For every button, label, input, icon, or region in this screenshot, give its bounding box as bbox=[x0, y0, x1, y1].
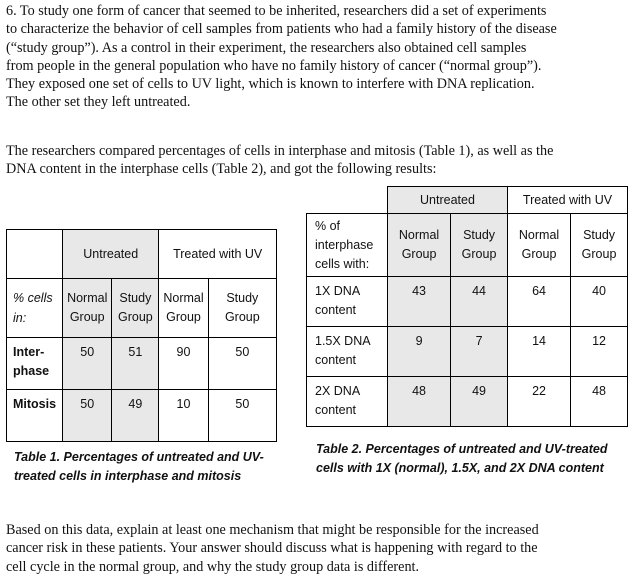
table-cell: 14 bbox=[507, 327, 570, 377]
table-1-row-label: Inter-phase bbox=[7, 338, 63, 390]
table-cell: 10 bbox=[159, 390, 208, 442]
table-cell: 51 bbox=[112, 338, 159, 390]
table-2 bbox=[306, 186, 628, 427]
text-line: The other set they left untreated. bbox=[6, 94, 191, 111]
table-row bbox=[307, 327, 628, 377]
table-1-row-label: Mitosis bbox=[7, 390, 63, 442]
table-cell: 64 bbox=[507, 277, 570, 327]
text-line: They exposed one set of cells to UV light, which is known to interfere with DNA replication. bbox=[6, 76, 535, 93]
table-2-col-header: Study Group bbox=[451, 214, 508, 277]
table-1-col-header: Normal Group bbox=[63, 279, 112, 338]
text-line: cell cycle in the normal group, and why the study group data is different. bbox=[6, 558, 420, 575]
table-cell: 50 bbox=[63, 338, 112, 390]
table-cell: 48 bbox=[571, 377, 628, 427]
table-cell: 7 bbox=[451, 327, 508, 377]
table-2-row-label: 1X DNA content bbox=[307, 277, 388, 327]
text-line: (“study group”). As a control in their experiment, the researchers also obtained cell samples bbox=[6, 39, 527, 56]
compare-paragraph bbox=[6, 142, 628, 179]
text-line: DNA content in the interphase cells (Table 2), and got the following results: bbox=[6, 161, 437, 178]
table-1 bbox=[6, 229, 277, 442]
text-line: to characterize the behavior of cell samples from patients who had a family history of the disease bbox=[6, 21, 557, 38]
table-2-col-header: Study Group bbox=[571, 214, 628, 277]
table-cell: 9 bbox=[388, 327, 451, 377]
table-row bbox=[307, 377, 628, 427]
table-cell: 44 bbox=[451, 277, 508, 327]
table-cell: 50 bbox=[63, 390, 112, 442]
table-2-treated-header: Treated with UV bbox=[507, 187, 627, 214]
table-cell: 22 bbox=[507, 377, 570, 427]
table-row bbox=[7, 390, 277, 442]
text-line: Based on this data, explain at least one mechanism that might be responsible for the increased bbox=[6, 522, 539, 538]
table-2-row-label: 1.5X DNA content bbox=[307, 327, 388, 377]
table-cell: 43 bbox=[388, 277, 451, 327]
table-cell: 48 bbox=[388, 377, 451, 427]
table-cell: 49 bbox=[451, 377, 508, 427]
table-1-col-header: Study Group bbox=[112, 279, 159, 338]
table-2-col-header: Normal Group bbox=[388, 214, 451, 277]
table-1-treated-header: Treated with UV bbox=[159, 230, 277, 279]
text-line: 6. To study one form of cancer that seemed to be inherited, researchers did a set of experiments bbox=[6, 3, 547, 19]
table-row bbox=[7, 338, 277, 390]
table-2-corner bbox=[307, 187, 388, 214]
table-1-caption: Table 1. Percentages of untreated and UV-treated cells in interphase and mitosis bbox=[14, 450, 264, 483]
table-1-corner bbox=[7, 230, 63, 279]
table-cell: 50 bbox=[208, 390, 276, 442]
table-2-caption: Table 2. Percentages of untreated and UV-treated cells with 1X (normal), 1.5X, and 2X DNA content bbox=[316, 442, 608, 475]
table-2-row-label: 2X DNA content bbox=[307, 377, 388, 427]
table-row bbox=[307, 277, 628, 327]
table-1-col-header: Study Group bbox=[208, 279, 276, 338]
question-paragraph bbox=[6, 521, 628, 576]
table-1-untreated-header: Untreated bbox=[63, 230, 159, 279]
text-line: from people in the general population who have no family history of cancer (“normal group”). bbox=[6, 57, 542, 74]
table-1-col-header: Normal Group bbox=[159, 279, 208, 338]
table-cell: 90 bbox=[159, 338, 208, 390]
table-1-row-label: % cells in: bbox=[7, 279, 63, 338]
table-cell: 50 bbox=[208, 338, 276, 390]
table-cell: 40 bbox=[571, 277, 628, 327]
intro-paragraph bbox=[6, 2, 628, 112]
table-cell: 12 bbox=[571, 327, 628, 377]
table-cell: 49 bbox=[112, 390, 159, 442]
table-2-col-header: Normal Group bbox=[507, 214, 570, 277]
text-line: cancer risk in these patients. Your answer should discuss what is happening with regard to the bbox=[6, 540, 538, 557]
text-line: The researchers compared percentages of cells in interphase and mitosis (Table 1), as well as the bbox=[6, 143, 554, 159]
table-2-untreated-header: Untreated bbox=[388, 187, 508, 214]
table-2-row-label: % of interphase cells with: bbox=[307, 214, 388, 277]
